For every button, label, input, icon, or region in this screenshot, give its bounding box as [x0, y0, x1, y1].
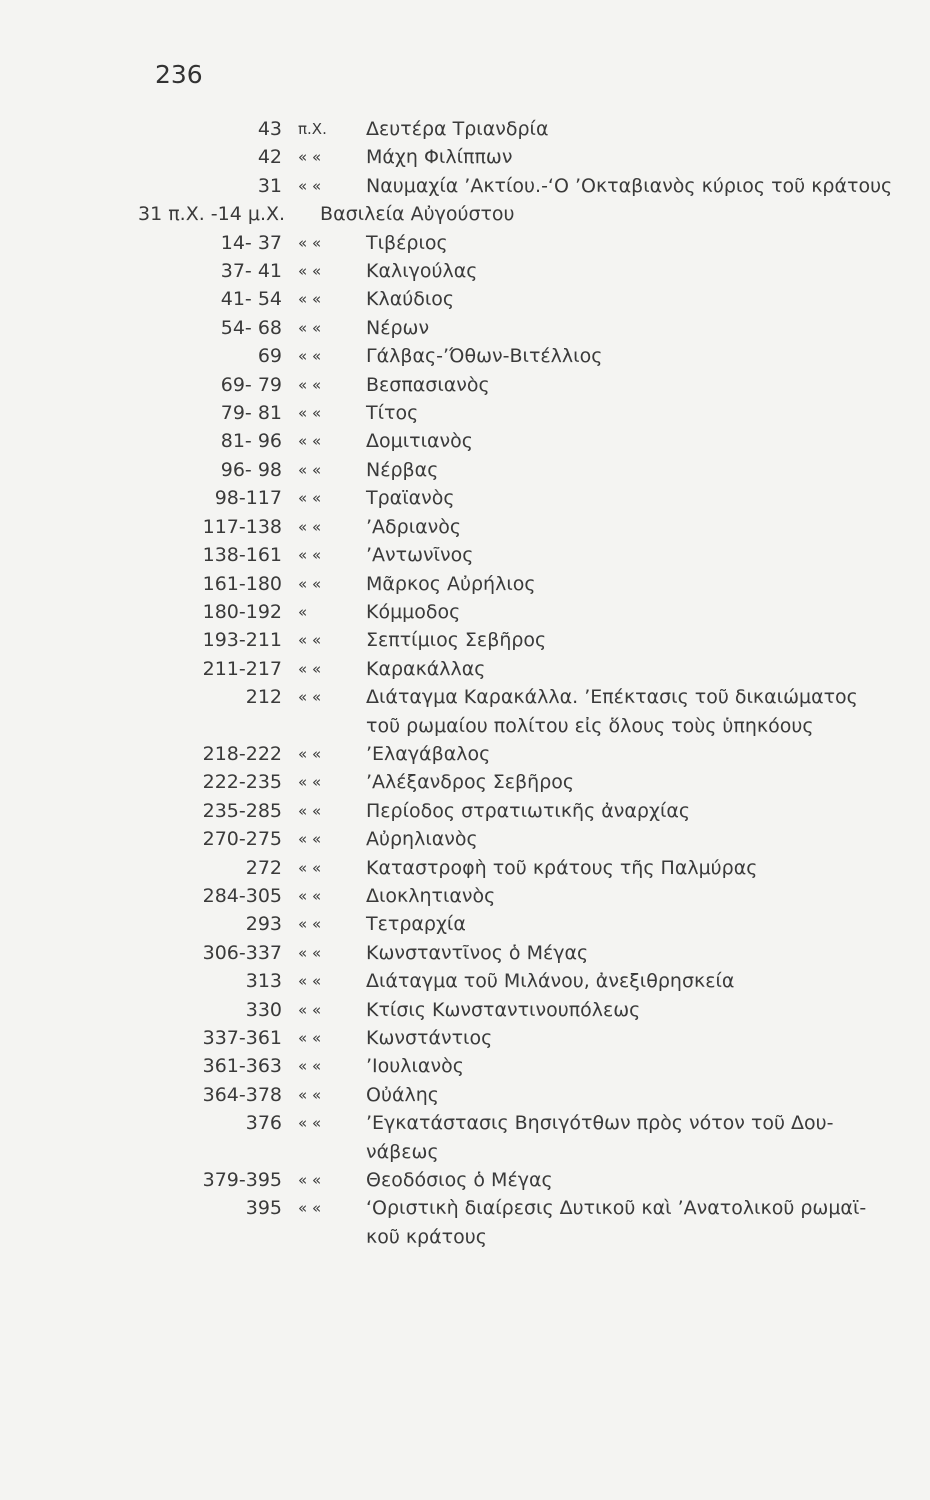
entry-date: 284-305 — [202, 884, 282, 907]
entry-text: Καταστροφὴ τοῦ κράτους τῆς Παλμύρας — [366, 856, 758, 879]
entry-hadrian — [120, 513, 900, 541]
entry-tetrarchy — [120, 910, 900, 938]
entry-era: « « — [298, 1199, 322, 1218]
entry-text-continuation: νάβεως — [366, 1140, 439, 1163]
entry-text: Βεσπασιανὸς — [366, 373, 490, 396]
entry-text: ’Αλέξανδρος Σεβῆρος — [366, 771, 575, 794]
entry-date: 222-235 — [202, 771, 282, 794]
entry-era: « « — [298, 489, 322, 508]
entry-date: 41- 54 — [220, 288, 282, 311]
entry-era: « « — [298, 404, 322, 423]
entry-text: ’Εγκατάστασις Βησιγότθων πρὸς νότον τοῦ Δου- — [366, 1112, 834, 1135]
entry-text: Αὐρηλιανὸς — [366, 828, 478, 851]
entry-text: Διάταγμα τοῦ Μιλάνου, ἀνεξιθρησκεία — [366, 970, 735, 993]
entry-military-anarchy — [120, 797, 900, 825]
entry-era: « « — [298, 432, 322, 451]
entry-antoninus — [120, 541, 900, 569]
entry-visigoths — [120, 1109, 900, 1137]
entry-julian — [120, 1052, 900, 1080]
entry-42bc — [120, 143, 900, 171]
entry-date: 180-192 — [202, 600, 282, 623]
entry-division-continuation — [120, 1223, 900, 1251]
entry-alexander-severus — [120, 768, 900, 796]
entry-text: ‘Οριστικὴ διαίρεσις Δυτικοῦ καὶ ’Ανατολικοῦ ρωμαϊ- — [366, 1197, 867, 1220]
entry-text: Καλιγούλας — [366, 260, 478, 283]
entry-vespasian — [120, 371, 900, 399]
entry-date: 69 — [257, 345, 282, 368]
entry-date: 42 — [257, 146, 282, 169]
entry-era: « « — [298, 1171, 322, 1190]
entry-text: ’Αντωνῖνος — [366, 544, 474, 567]
entry-text: Οὐάλης — [366, 1083, 439, 1106]
entry-augustus — [120, 200, 900, 228]
entry-text: Δευτέρα Τριανδρία — [366, 118, 549, 140]
entry-date: 306-337 — [202, 941, 282, 964]
entry-date: 31 π.Χ. -14 μ.Χ. — [138, 203, 286, 226]
entry-era: « « — [298, 1029, 322, 1047]
entry-era: « « — [298, 574, 322, 593]
entry-text: Τιβέριος — [366, 231, 448, 254]
entry-date: 293 — [245, 913, 282, 936]
entry-43bc — [120, 115, 900, 143]
entry-text: Σεπτίμιος Σεβῆρος — [366, 629, 547, 652]
entry-text: Θεοδόσιος ὁ Μέγας — [366, 1169, 553, 1192]
entry-tiberius — [120, 229, 900, 257]
entry-era: « — [298, 602, 308, 621]
entry-commodus — [120, 598, 900, 626]
entry-text: Μᾶρκος Αὐρήλιος — [366, 572, 536, 595]
entry-date: 79- 81 — [220, 402, 282, 425]
entry-trajan — [120, 484, 900, 512]
entry-date: 98-117 — [214, 487, 282, 510]
entry-text: Νέρβας — [366, 458, 439, 481]
entry-era: « « — [298, 176, 322, 195]
entry-edict-caracalla-continuation — [120, 712, 900, 740]
entry-era: « « — [298, 1057, 322, 1076]
entry-caracalla — [120, 655, 900, 683]
entry-text-continuation: τοῦ ρωμαίου πολίτου εἰς ὅλους τοὺς ὑπηκόους — [366, 714, 814, 737]
entry-date: 43 — [257, 118, 282, 140]
entry-septimius-severus — [120, 626, 900, 654]
entry-marcus-aurelius — [120, 570, 900, 598]
entry-text: Καρακάλλας — [366, 657, 486, 680]
entry-text: Τίτος — [366, 402, 419, 425]
entry-era: « « — [298, 460, 322, 479]
entry-era: « « — [298, 801, 322, 820]
entry-nerva — [120, 456, 900, 484]
entry-text: Κόμμοδος — [366, 600, 461, 623]
entry-era: « « — [298, 375, 322, 394]
entry-text: ’Ιουλιανὸς — [366, 1055, 464, 1078]
entry-date: 361-363 — [202, 1055, 282, 1078]
entry-date: 138-161 — [202, 544, 282, 567]
entry-text: Κτίσις Κωνσταντινουπόλεως — [366, 998, 641, 1021]
entry-titus — [120, 399, 900, 427]
entry-era: « « — [298, 546, 322, 565]
entry-era: « « — [298, 972, 322, 991]
entry-text: Ναυμαχία ’Ακτίου.-‘Ο ’Οκταβιανὸς κύριος τοῦ κράτους — [366, 174, 893, 197]
page-number: 236 — [155, 60, 203, 89]
entry-date: 69- 79 — [220, 373, 282, 396]
entry-caligula — [120, 257, 900, 285]
entry-era: « « — [298, 233, 322, 252]
entry-date: 218-222 — [202, 742, 282, 765]
entry-era: « « — [298, 347, 322, 366]
entry-claudius — [120, 285, 900, 313]
entry-diocletian — [120, 882, 900, 910]
entry-text: ’Αδριανὸς — [366, 515, 462, 538]
entry-date: 337-361 — [202, 1027, 282, 1049]
entry-text: Περίοδος στρατιωτικῆς ἀναρχίας — [366, 799, 691, 822]
entry-era: « « — [298, 1085, 322, 1104]
entry-text: Δομιτιανὸς — [366, 430, 473, 453]
entry-text: ’Ελαγάβαλος — [366, 742, 491, 765]
entry-era: « « — [298, 659, 322, 678]
entry-era: « « — [298, 773, 322, 792]
entry-era: π.Χ. — [298, 120, 327, 138]
entry-text: Κωνσταντῖνος ὁ Μέγας — [366, 941, 589, 964]
entry-date: 330 — [245, 998, 282, 1021]
entry-text: Τετραρχία — [366, 913, 466, 936]
entry-era: « « — [298, 290, 322, 309]
entry-date: 117-138 — [202, 515, 282, 538]
entry-text-continuation: κοῦ κράτους — [366, 1225, 487, 1248]
entry-edict-milan — [120, 967, 900, 995]
entry-date: 14- 37 — [220, 231, 282, 254]
entry-date: 313 — [245, 970, 282, 993]
entry-text: Νέρων — [366, 316, 430, 339]
entry-date: 376 — [245, 1112, 282, 1135]
entry-date: 81- 96 — [220, 430, 282, 453]
entry-domitian — [120, 427, 900, 455]
entry-date: 272 — [245, 856, 282, 879]
entry-nero — [120, 314, 900, 342]
entry-constantine — [120, 939, 900, 967]
entry-theodosius — [120, 1166, 900, 1194]
entry-valens — [120, 1081, 900, 1109]
entry-aurelian — [120, 825, 900, 853]
entry-date: 96- 98 — [220, 458, 282, 481]
entry-date: 270-275 — [202, 828, 282, 851]
entry-date: 31 — [257, 174, 282, 197]
entry-era: « « — [298, 318, 322, 337]
entry-text: Γάλβας-’Όθων-Βιτέλλιος — [366, 345, 603, 368]
entry-date: 235-285 — [202, 799, 282, 822]
entry-palmyra — [120, 854, 900, 882]
entry-division — [120, 1194, 900, 1222]
entry-date: 379-395 — [202, 1169, 282, 1192]
entry-date: 364-378 — [202, 1083, 282, 1106]
entry-text: Διάταγμα Καρακάλλα. ’Επέκτασις τοῦ δικαιώματος — [366, 686, 858, 709]
entry-era: « « — [298, 915, 322, 934]
entry-era: « « — [298, 1114, 322, 1133]
entry-era: « « — [298, 148, 322, 167]
entry-era: « « — [298, 886, 322, 905]
chronology-list — [120, 115, 900, 1251]
entry-date: 54- 68 — [220, 316, 282, 339]
entry-era: « « — [298, 688, 322, 707]
entry-text: Τραϊανὸς — [366, 487, 455, 510]
entry-text: Βασιλεία Αὐγούστου — [320, 203, 515, 226]
entry-text: Μάχη Φιλίππων — [366, 146, 513, 169]
entry-era: « « — [298, 858, 322, 877]
entry-era: « « — [298, 262, 322, 281]
entry-visigoths-continuation — [120, 1138, 900, 1166]
entry-date: 193-211 — [202, 629, 282, 652]
entry-text: Διοκλητιανὸς — [366, 884, 496, 907]
entry-date: 395 — [245, 1197, 282, 1220]
entry-date: 37- 41 — [220, 260, 282, 283]
entry-constantius — [120, 1024, 900, 1052]
entry-text: Κλαύδιος — [366, 288, 455, 311]
entry-edict-caracalla — [120, 683, 900, 711]
entry-date: 211-217 — [202, 657, 282, 680]
entry-era: « « — [298, 744, 322, 763]
entry-31bc — [120, 172, 900, 200]
entry-date: 212 — [245, 686, 282, 709]
entry-era: « « — [298, 830, 322, 849]
entry-era: « « — [298, 943, 322, 962]
entry-text: Κωνστάντιος — [366, 1027, 493, 1049]
entry-era: « « — [298, 517, 322, 536]
entry-era: « « — [298, 1000, 322, 1019]
entry-year-of-four-emperors — [120, 342, 900, 370]
entry-constantinople — [120, 996, 900, 1024]
entry-era: « « — [298, 631, 322, 650]
entry-date: 161-180 — [202, 572, 282, 595]
entry-elagabalus — [120, 740, 900, 768]
